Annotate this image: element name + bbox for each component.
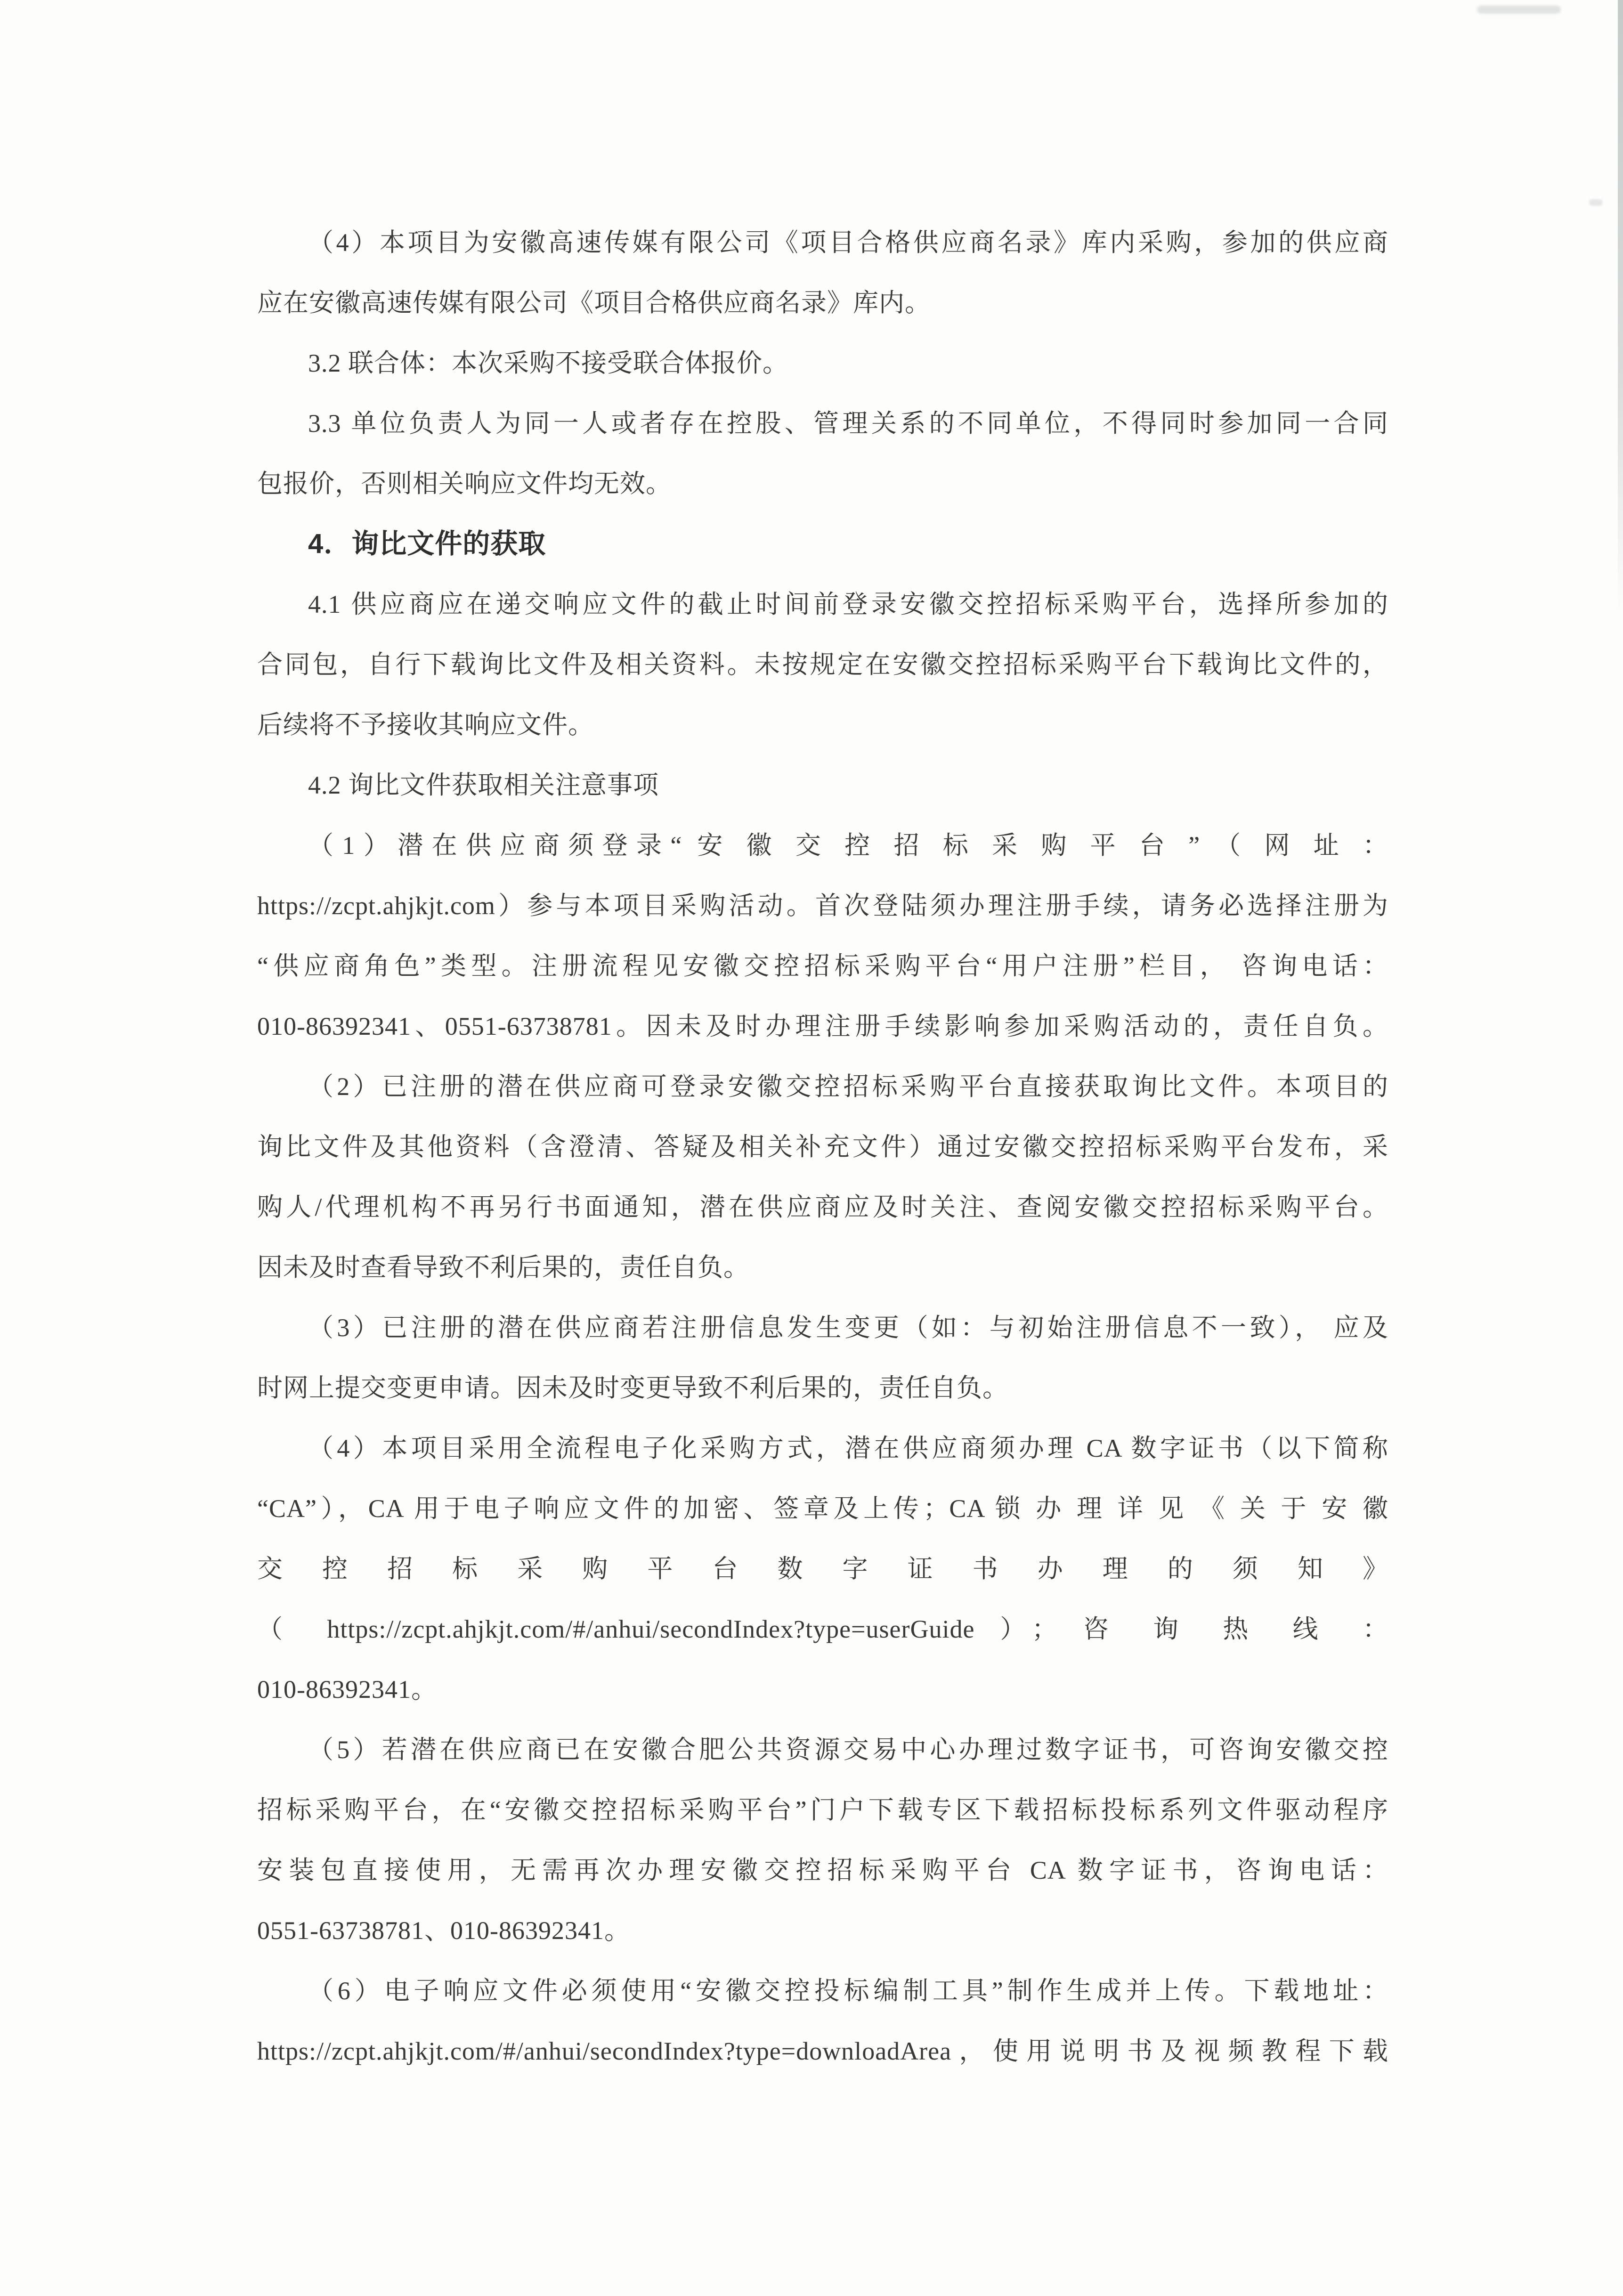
text-line: 合同包，自行下载询比文件及相关资料。未按规定在安徽交控招标采购平台下载询比文件的， xyxy=(257,650,1388,679)
text-line: https://zcpt.ahjkjt.com）参与本项目采购活动。首次登陆须办理注册手续，请务必选择注册为 xyxy=(257,892,1388,920)
text-line: 0551-63738781、010-86392341。 xyxy=(257,1916,630,1945)
scan-artifact-right-dash xyxy=(1589,199,1603,206)
text-line: （3）已注册的潜在供应商若注册信息发生变更（如：与初始注册信息不一致）， 应及 xyxy=(308,1314,1388,1342)
section-heading: 4．询比文件的获取 xyxy=(308,528,546,559)
text-line: 010-86392341。 xyxy=(257,1675,437,1704)
text-line: 招标采购平台，在“安徽交控招标采购平台”门户下载专区下载招标投标系列文件驱动程序 xyxy=(257,1796,1388,1824)
text-line: （1）潜在供应商须登录“ 安 徽 交 控 招 标 采 购 平 台 ” （ 网 址 ： xyxy=(308,831,1388,860)
text-line: “CA”），CA 用于电子响应文件的加密、签章及上传；CA 锁 办 理 详 见 《 关 于 安 徽 xyxy=(257,1494,1388,1523)
text-line: 安装包直接使用，无需再次办理安徽交控招标采购平台 CA 数字证书，咨询电话： xyxy=(257,1856,1388,1884)
text-line: 4.2 询比文件获取相关注意事项 xyxy=(308,771,659,799)
text-line: 4.1 供应商应在递交响应文件的截止时间前登录安徽交控招标采购平台，选择所参加的 xyxy=(308,590,1388,618)
text-line: 购人/代理机构不再另行书面通知，潜在供应商应及时关注、查阅安徽交控招标采购平台。 xyxy=(257,1193,1388,1221)
text-line: （6）电子响应文件必须使用“安徽交控投标编制工具”制作生成并上传。下载地址： xyxy=(308,1977,1388,2005)
text-line: 交 控 招 标 采 购 平 台 数 字 证 书 办 理 的 须 知 》 xyxy=(257,1555,1388,1583)
text-line: 后续将不予接收其响应文件。 xyxy=(257,711,594,739)
text-line: 因未及时查看导致不利后果的，责任自负。 xyxy=(257,1253,749,1282)
scan-artifact-top-right-streak xyxy=(1477,6,1561,14)
text-line: https://zcpt.ahjkjt.com/#/anhui/secondIndex?type=downloadArea，使用说明书及视频教程下载 xyxy=(257,2037,1388,2065)
scan-artifact-right-edge-band xyxy=(1618,0,1623,612)
text-line: 010-86392341、0551-63738781。因未及时办理注册手续影响参加采购活动的，责任自负。 xyxy=(257,1012,1388,1040)
text-line: （4）本项目采用全流程电子化采购方式，潜在供应商须办理 CA 数字证书（以下简称 xyxy=(308,1434,1388,1462)
text-line: 时网上提交变更申请。因未及时变更导致不利后果的，责任自负。 xyxy=(257,1374,1008,1402)
text-line: 包报价，否则相关响应文件均无效。 xyxy=(257,470,672,498)
text-line: （5）若潜在供应商已在安徽合肥公共资源交易中心办理过数字证书，可咨询安徽交控 xyxy=(308,1736,1388,1764)
text-line: （4）本项目为安徽高速传媒有限公司《项目合格供应商名录》库内采购，参加的供应商 xyxy=(308,228,1388,257)
text-line: 3.3 单位负责人为同一人或者存在控股、管理关系的不同单位，不得同时参加同一合同 xyxy=(308,409,1388,438)
text-line: 应在安徽高速传媒有限公司《项目合格供应商名录》库内。 xyxy=(257,289,931,317)
text-line: “供应商角色”类型。注册流程见安徽交控招标采购平台“用户注册”栏目， 咨询电话： xyxy=(257,952,1388,980)
text-line: （ https://zcpt.ahjkjt.com/#/anhui/secondIndex?type=userGuide ）； 咨 询 热 线 ： xyxy=(257,1615,1388,1643)
text-line: （2）已注册的潜在供应商可登录安徽交控招标采购平台直接获取询比文件。本项目的 xyxy=(308,1072,1388,1101)
text-line: 询比文件及其他资料（含澄清、答疑及相关补充文件）通过安徽交控招标采购平台发布，采 xyxy=(257,1133,1388,1161)
text-line: 3.2 联合体：本次采购不接受联合体报价。 xyxy=(308,349,788,377)
text-block xyxy=(257,212,1388,2081)
